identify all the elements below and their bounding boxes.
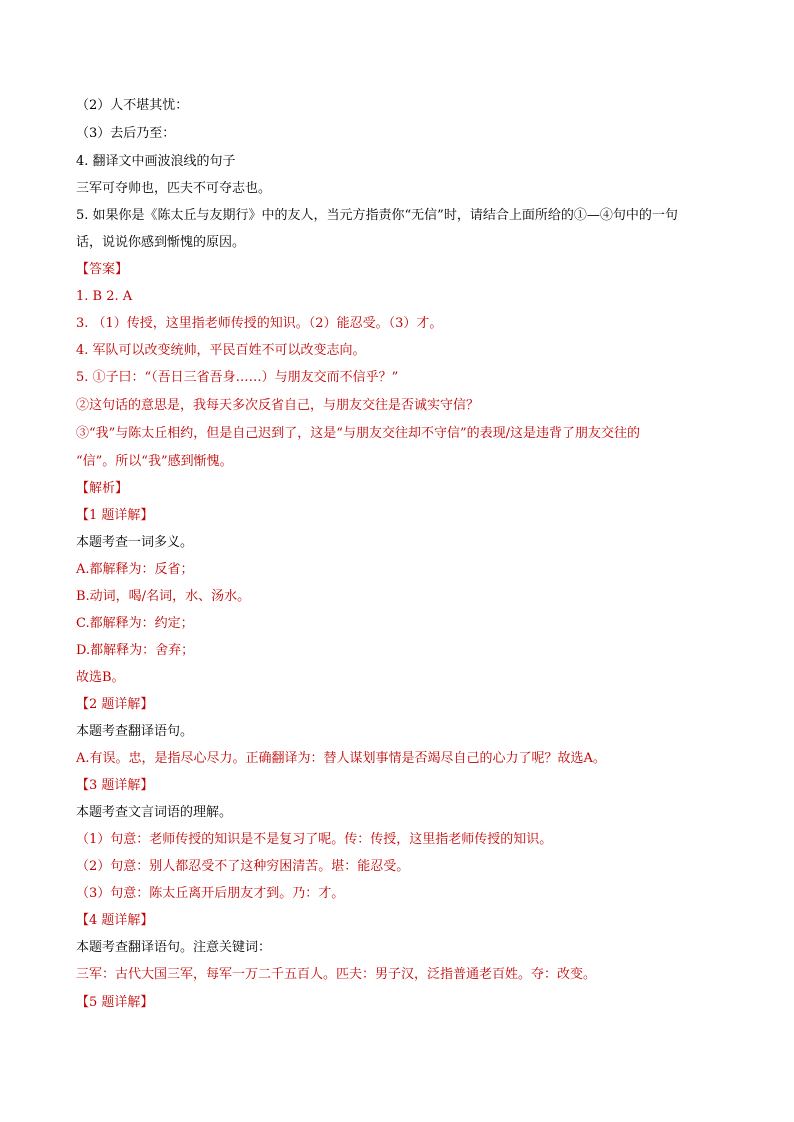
detail-3-intro: 本题考查文言词语的理解。 [76, 805, 233, 820]
detail-3-2: （2）句意：别人都忍受不了这种穷困清苦。堪：能忍受。 [76, 859, 410, 874]
detail-5-heading: 【5 题详解】 [76, 995, 154, 1010]
detail-1-c: C.都解释为：约定； [76, 616, 194, 631]
q4-sentence: 三军可夺帅也，匹夫不可夺志也。 [76, 181, 272, 196]
detail-2-heading: 【2 题详解】 [76, 697, 154, 712]
answer-5-d: “信”。所以“我”感到惭愧。 [76, 454, 233, 469]
analysis-heading: 【解析】 [76, 481, 129, 496]
detail-4-keywords: 三军：古代大国三军，每军一万二千五百人。匹夫：男子汉，泛指普通老百姓。夺：改变。 [76, 967, 597, 982]
detail-1-b: B.动词，喝/名词，水、汤水。 [76, 589, 251, 604]
detail-3-heading: 【3 题详解】 [76, 778, 154, 793]
detail-1-heading: 【1 题详解】 [76, 508, 154, 523]
answer-4: 4. 军队可以改变统帅，平民百姓不可以改变志向。 [76, 343, 366, 358]
answer-3: 3. （1）传授，这里指老师传授的知识。（2）能忍受。（3）才。 [76, 316, 443, 331]
answer-5-c: ③“我”与陈太丘相约，但是自己迟到了，这是“与朋友交往却不守信”的表现/这是违背了朋友交往的 [76, 426, 640, 441]
answer-heading: 【答案】 [76, 262, 129, 277]
detail-1-intro: 本题考查一词多义。 [76, 535, 194, 550]
detail-4-intro: 本题考查翻译语句。注意关键词： [76, 940, 272, 955]
answer-5-a: 5. ①子曰：“（吾日三省吾身……）与朋友交而不信乎？” [76, 370, 399, 385]
detail-3-3: （3）句意：陈太丘离开后朋友才到。乃：才。 [76, 886, 345, 901]
q5-prompt-2: 话，说说你感到惭愧的原因。 [76, 235, 246, 250]
q1-sub2: （2）人不堪其忧： [76, 98, 189, 113]
detail-4-heading: 【4 题详解】 [76, 913, 154, 928]
q4-prompt: 4. 翻译文中画波浪线的句子 [76, 154, 236, 169]
detail-3-1: （1）句意：老师传授的知识是不是复习了呢。传：传授，这里指老师传授的知识。 [76, 832, 553, 847]
answer-5-b: ②这句话的意思是，我每天多次反省自己，与朋友交往是否诚实守信？ [76, 398, 480, 413]
detail-2-intro: 本题考查翻译语句。 [76, 724, 194, 739]
detail-1-a: A.都解释为：反省； [76, 562, 194, 577]
detail-1-choice: 故选B。 [76, 670, 125, 685]
detail-1-d: D.都解释为：舍弃； [76, 643, 195, 658]
answer-1-2: 1. B 2. A [76, 289, 133, 304]
detail-2-a: A.有误。忠，是指尽心尽力。正确翻译为：替人谋划事情是否竭尽自己的心力了呢？故选A。 [76, 751, 606, 766]
q1-sub3: （3）去后乃至： [76, 126, 176, 141]
q5-prompt-1: 5. 如果你是《陈太丘与友期行》中的友人，当元方指责你“无信”时，请结合上面所给的①—④句中的一句 [76, 208, 678, 223]
